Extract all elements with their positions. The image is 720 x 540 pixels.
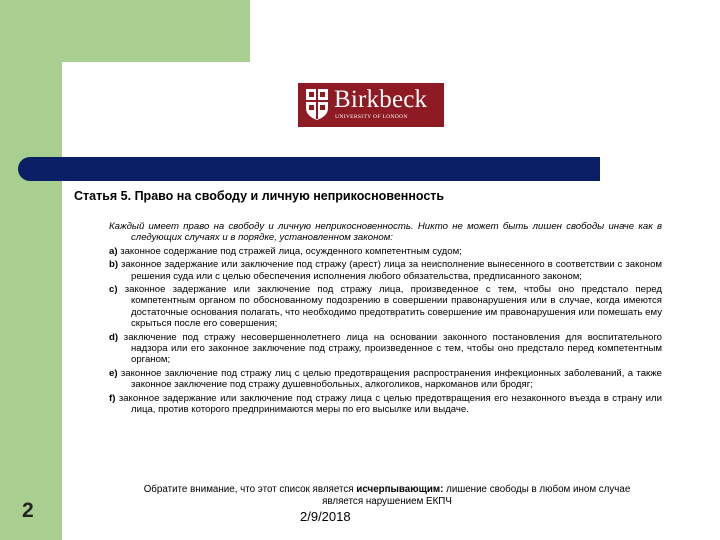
item-marker: e) <box>109 367 118 379</box>
article-intro: Каждый имеет право на свободу и личную неприкосновенность. Никто не может быть лишен свободы иначе как в следующих случаях и в порядке, установленном законом: <box>109 221 662 244</box>
list-item <box>109 393 662 416</box>
list-item <box>109 284 662 330</box>
note-emphasis: исчерпывающим: <box>356 484 444 495</box>
crest-icon <box>305 88 329 121</box>
birkbeck-logo <box>298 83 444 127</box>
item-marker: f) <box>109 392 116 404</box>
item-marker: c) <box>109 284 118 296</box>
item-marker: b) <box>109 259 119 271</box>
slide-title: Статья 5. Право на свободу и личную неприкосновенность <box>74 189 445 203</box>
item-marker: d) <box>109 331 119 343</box>
item-marker: a) <box>109 245 118 257</box>
list-item <box>109 259 662 282</box>
green-side-band <box>0 0 62 540</box>
green-top-band <box>0 0 250 62</box>
slide-number: 2 <box>22 499 34 522</box>
item-text: законное задержание или заключение под стражу (арест) лица за неисполнение вынесенного в соответствии с законом решения суда или с целью обеспечения исполнения любого обязательства, предписанного законом; <box>121 259 663 282</box>
header-bar <box>18 157 600 181</box>
footnote <box>122 484 652 508</box>
item-text: законное содержание под стражей лица, осужденного компетентным судом; <box>120 245 462 257</box>
article-body <box>109 221 662 418</box>
note-text-end: лишение свободы в любом ином случае является нарушением ЕКПЧ <box>322 484 631 507</box>
list-item <box>109 332 662 366</box>
item-text: законное заключение под стражу лиц с целью предотвращения распространения инфекционных заболеваний, а также законное заключение под стражу душевнобольных, алкоголиков, наркоманов или бродяг; <box>120 367 662 391</box>
slide-date: 2/9/2018 <box>300 509 351 524</box>
logo-subtitle: UNIVERSITY OF LONDON <box>335 114 408 120</box>
note-text: Обратите внимание, что этот список является <box>143 484 357 495</box>
item-text: законное задержание или заключение под стражу лица, произведенное с тем, чтобы оно предстало перед компетентным органом по обоснованному подозрению в совершении правонарушения или в случае, когда имеются достаточные основания полагать, что необходимо предотвратить совершение им правонарушения или помешать ему скрыться после его совершения; <box>124 284 663 330</box>
item-text: заключение под стражу несовершеннолетнего лица на основании законного постановления для воспитательного надзора или его законное заключение под стражу, произведенное с тем, чтобы оно предстало перед компетентным органом; <box>123 331 662 366</box>
item-text: законное задержание или заключение под стражу лица с целью предотвращения его незаконного въезда в страну или лица, против которого предпринимаются меры по его высылке или выдаче. <box>118 392 662 416</box>
list-item <box>109 246 662 257</box>
list-item <box>109 368 662 391</box>
logo-wordmark: Birkbeck <box>334 86 428 113</box>
